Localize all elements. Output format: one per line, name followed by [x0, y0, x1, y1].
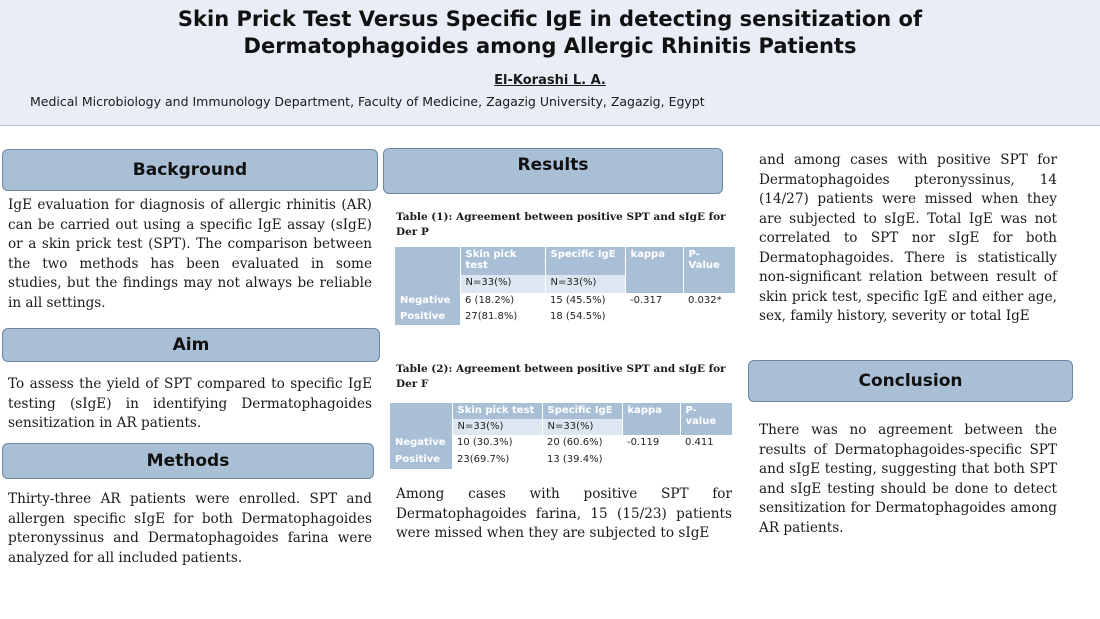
methods-text: Thirty-three AR patients were enrolled. SPT and allergen specific sIgE for both Dermatophagoides pteronyssinus and Dermatophagoides farina were analyzed for all included patients.	[8, 491, 372, 566]
background-heading: Background	[2, 149, 378, 191]
table1-header-spt: Skin pick test	[460, 247, 545, 275]
table1-pos-spt: 27(81.8%)	[460, 309, 545, 325]
table1-n-sige: N=33(%)	[545, 275, 625, 293]
table2-n-sige: N=33(%)	[542, 419, 622, 435]
table1-row-positive-label: Positive	[395, 309, 460, 325]
table1-p: 0.032*	[683, 293, 735, 325]
table1-n-spt: N=33(%)	[460, 275, 545, 293]
table2-neg-sige: 20 (60.6%)	[542, 435, 622, 452]
table1-kappa: -0.317	[625, 293, 683, 325]
aim-text: To assess the yield of SPT compared to specific IgE testing (sIgE) in identifying Dermatophagoides sensitization in AR patients.	[8, 376, 372, 431]
table1-neg-sige: 15 (45.5%)	[545, 293, 625, 309]
author-name: El-Korashi L. A.	[494, 73, 606, 88]
table2-corner	[390, 403, 452, 435]
table2-row-negative-label: Negative	[390, 435, 452, 452]
author-affiliation: Medical Microbiology and Immunology Department, Faculty of Medicine, Zagazig University, Zagazig, Egypt	[30, 94, 705, 109]
table2-kappa: -0.119	[622, 435, 680, 469]
table2-pos-spt: 23(69.7%)	[452, 452, 542, 469]
table2-header-kappa: kappa	[622, 403, 680, 435]
methods-heading: Methods	[2, 443, 374, 479]
poster-header	[0, 0, 1100, 126]
results-farina-text: Among cases with positive SPT for Dermatophagoides farina, 15 (15/23) patients were missed when they are subjected to sIgE	[396, 486, 732, 541]
poster-title: Skin Prick Test Versus Specific IgE in detecting sensitization of Dermatophagoides among Allergic Rhinitis Patients	[177, 7, 923, 58]
table-der-p	[395, 247, 735, 325]
table1-header-sige: Specific IgE	[545, 247, 625, 275]
table2-header-spt: Skin pick test	[452, 403, 542, 419]
results-heading: Results	[383, 148, 723, 194]
table2-row-positive-label: Positive	[390, 452, 452, 469]
results-continued-text: and among cases with positive SPT for Dermatophagoides pteronyssinus, 14 (14/27) patients were missed when they are subjected to sIgE. Total IgE was not correlated to SPT nor sIgE for both Dermatophagoides. There is statistically non-significant relation between result of skin prick test, specific IgE and either age, sex, family history, severity or total IgE	[759, 152, 1057, 324]
table1-pos-sige: 18 (54.5%)	[545, 309, 625, 325]
table2-header-sige: Specific IgE	[542, 403, 622, 419]
background-text: IgE evaluation for diagnosis of allergic rhinitis (AR) can be carried out using a specific IgE assay (sIgE) or a skin prick test (SPT). The comparison between the two methods has been evaluated in some studies, but the findings may not always be reliable in all settings.	[8, 197, 372, 311]
table2-header-p: P-value	[680, 403, 732, 435]
table2-caption: Table (2): Agreement between positive SPT and sIgE for Der F	[396, 363, 726, 390]
table2-neg-spt: 10 (30.3%)	[452, 435, 542, 452]
aim-heading: Aim	[2, 328, 380, 362]
table1-corner	[395, 247, 460, 293]
conclusion-heading: Conclusion	[748, 360, 1073, 402]
table-der-f	[390, 403, 732, 469]
table1-header-kappa: kappa	[625, 247, 683, 293]
table2-p: 0.411	[680, 435, 732, 469]
table2-n-spt: N=33(%)	[452, 419, 542, 435]
conclusion-text: There was no agreement between the results of Dermatophagoides-specific SPT and sIgE testing, suggesting that both SPT and sIgE testing should be done to detect sensitization for Dermatophagoides among AR patients.	[759, 422, 1057, 536]
table1-row-negative-label: Negative	[395, 293, 460, 309]
table1-caption: Table (1): Agreement between positive SPT and sIgE for Der P	[396, 211, 726, 238]
table2-pos-sige: 13 (39.4%)	[542, 452, 622, 469]
table1-neg-spt: 6 (18.2%)	[460, 293, 545, 309]
table1-header-p: P-Value	[683, 247, 735, 293]
